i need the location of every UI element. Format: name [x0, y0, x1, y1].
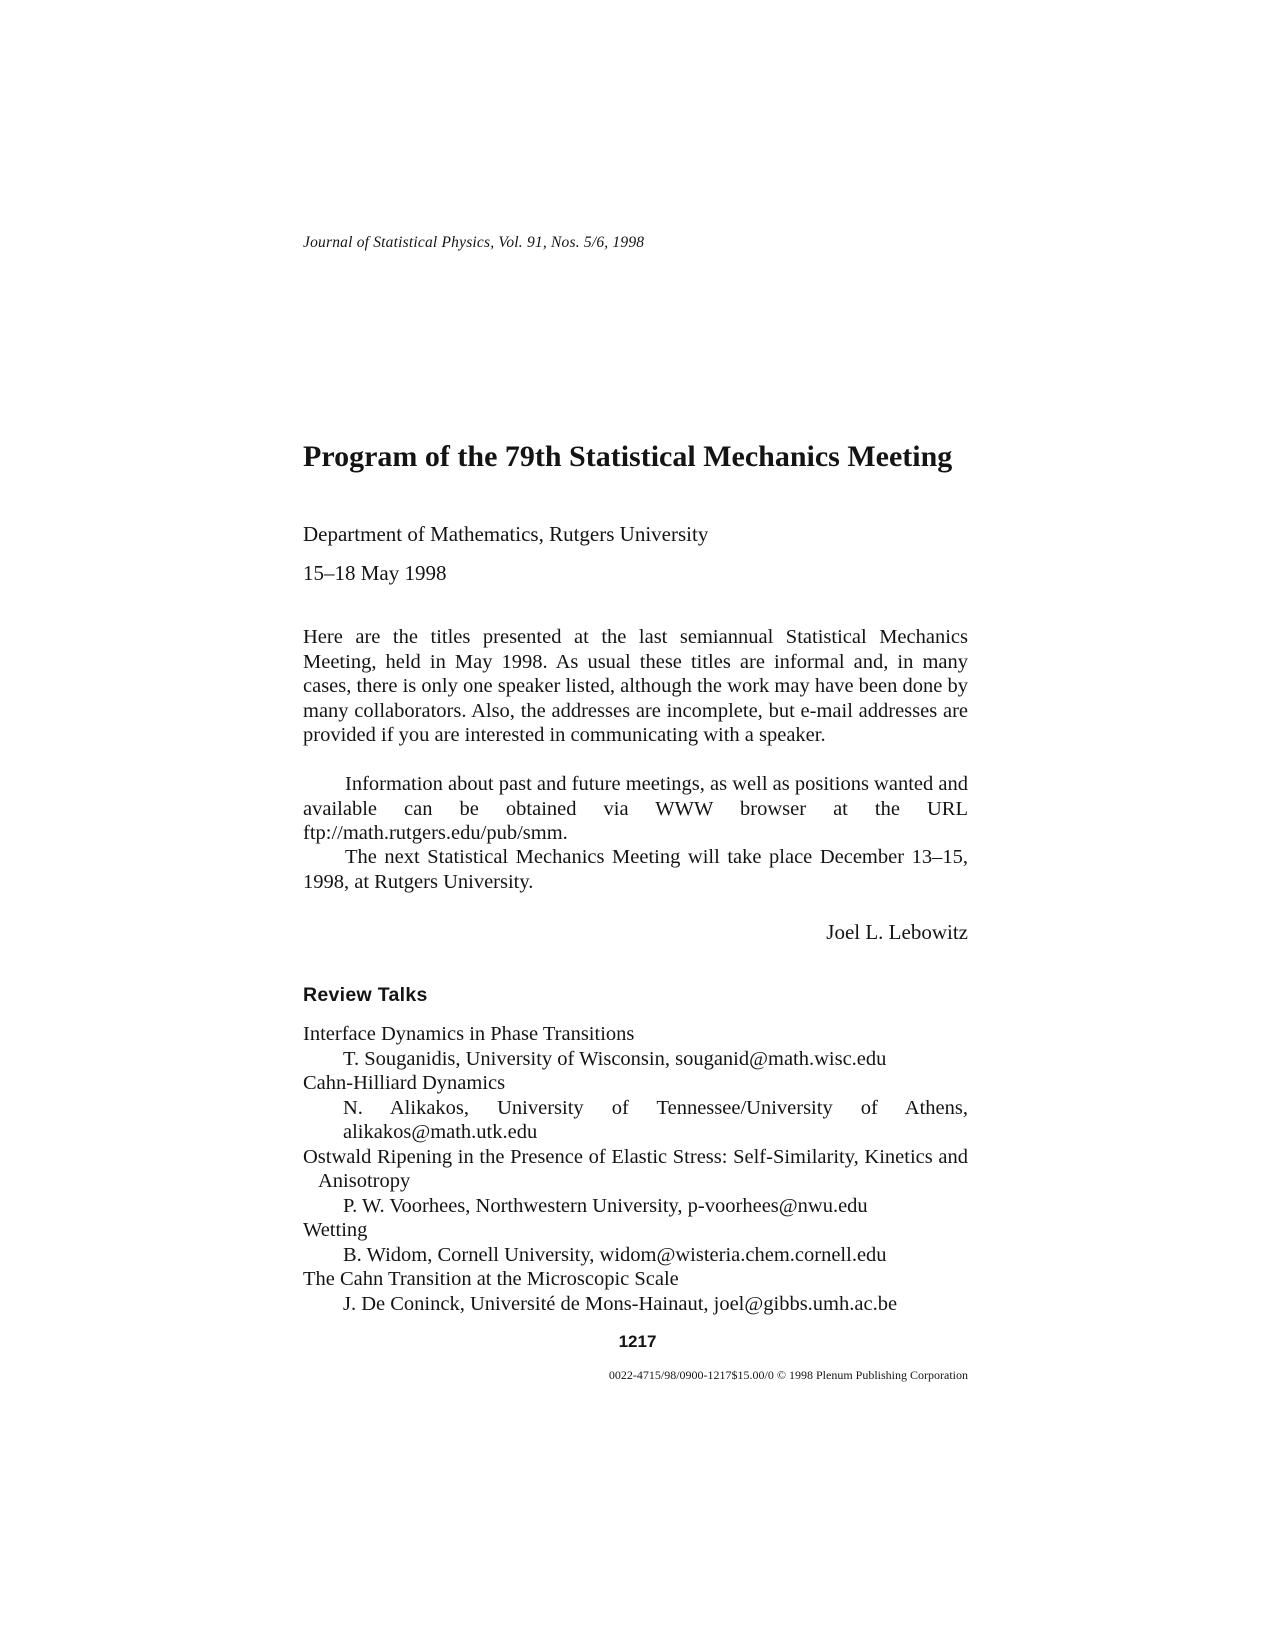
talk-entry [303, 1267, 968, 1316]
talk-title: Wetting [303, 1219, 368, 1241]
talk-title: Interface Dynamics in Phase Transitions [303, 1023, 635, 1045]
meeting-date: 15–18 May 1998 [303, 561, 447, 585]
talks-list [303, 1022, 968, 1316]
talk-entry [303, 1071, 968, 1145]
intro-paragraph-3: The next Statistical Mechanics Meeting will take place December 13–15, 1998, at Rutgers University. [303, 846, 968, 893]
talk-title: The Cahn Transition at the Microscopic Scale [303, 1268, 679, 1290]
signature: Joel L. Lebowitz [826, 920, 968, 944]
talk-speaker: B. Widom, Cornell University, widom@wisteria.chem.cornell.edu [343, 1243, 887, 1266]
intro-paragraph-1: Here are the titles presented at the last semiannual Statistical Mechanics Meeting, held in May 1998. As usual these titles are informal and, in many cases, there is only one speaker listed, although the work may have been done by many collaborators. Also, the addresses are incomplete, but e-mail addresses are provided if you are interested in communicating with a speaker. [303, 626, 968, 746]
journal-header: Journal of Statistical Physics, Vol. 91, Nos. 5/6, 1998 [303, 234, 645, 251]
talk-entry [303, 1145, 968, 1219]
talk-entry [303, 1022, 968, 1071]
intro-paragraph-2: Information about past and future meetings, as well as positions wanted and available can be obtained via WWW browser at the URL ftp://math.rutgers.edu/pub/smm. [303, 773, 968, 844]
talk-speaker: T. Souganidis, University of Wisconsin, souganid@math.wisc.edu [343, 1047, 887, 1070]
talk-entry [303, 1218, 968, 1267]
department-line: Department of Mathematics, Rutgers University [303, 522, 709, 546]
copyright-line: 0022-4715/98/0900-1217$15.00/0 © 1998 Plenum Publishing Corporation [608, 1368, 968, 1382]
talk-title: Cahn-Hilliard Dynamics [303, 1072, 506, 1094]
page-title: Program of the 79th Statistical Mechanics Meeting [303, 440, 953, 473]
talk-speaker: J. De Coninck, Université de Mons-Hainaut, joel@gibbs.umh.ac.be [343, 1292, 898, 1315]
talk-title: Ostwald Ripening in the Presence of Elastic Stress: Self-Similarity, Kinetics and Anisotropy [303, 1145, 968, 1192]
talk-speaker: P. W. Voorhees, Northwestern University, p-voorhees@nwu.edu [343, 1194, 868, 1217]
page-number: 1217 [618, 1332, 657, 1351]
talk-speaker: N. Alikakos, University of Tennessee/University of Athens, alikakos@math.utk.edu [343, 1096, 968, 1143]
section-heading: Review Talks [303, 984, 428, 1006]
